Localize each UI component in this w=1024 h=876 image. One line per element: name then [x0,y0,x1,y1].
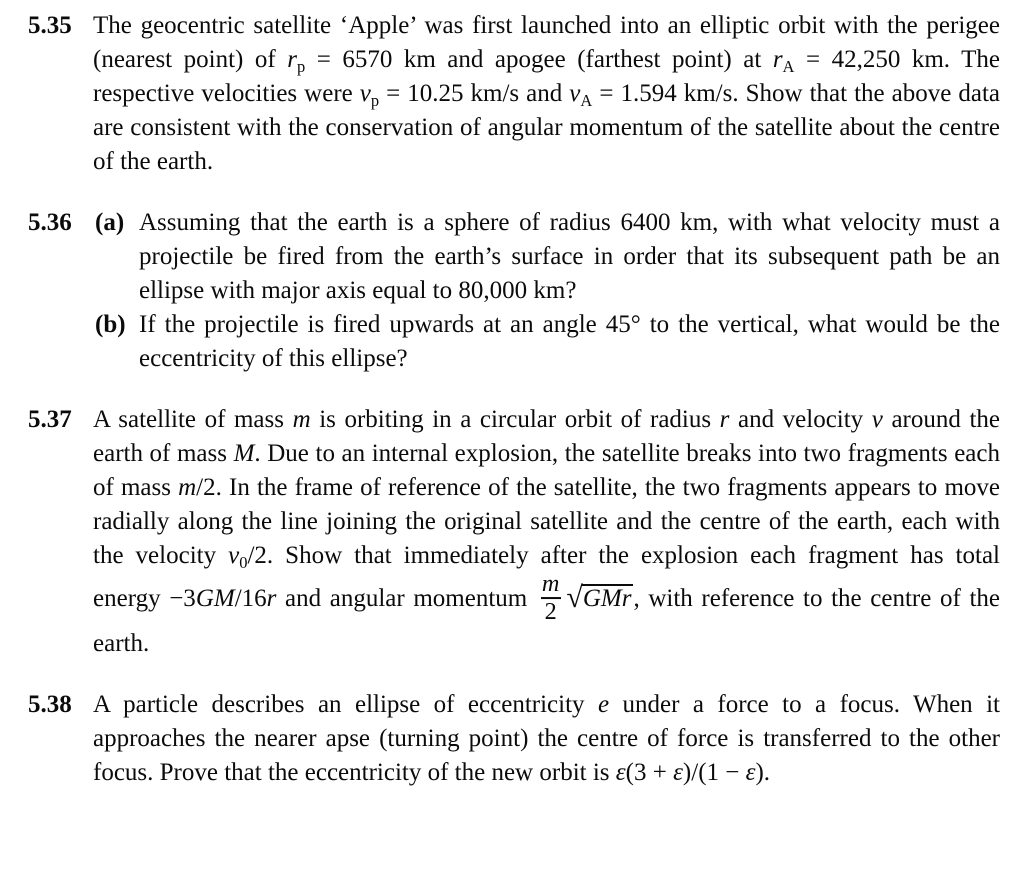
text-run: m [541,570,560,598]
text-run: ). [755,759,771,787]
text-run: 2 [544,598,557,626]
text-run: The geocentric satellite ‘Apple’ was first launched into an elliptic orbit with the perigee (nearest point) of [93,12,1000,73]
text-run: /2. Show that immediately after the explosion each fragment has total energy −3 [93,542,1000,612]
problem-number: 5.37 [28,406,72,433]
fraction [538,571,564,625]
text-run: ε [615,759,626,787]
text-run: = 42,250 km. The respective velocities were [93,46,1000,107]
text-run: and angular momentum [276,584,536,612]
text-run: and velocity [729,406,872,433]
text-run: , with reference to the centre of the earth. [93,584,1000,658]
text-run: = 6570 km and apogee (farthest point) at [305,46,773,73]
text-run: m [178,474,197,501]
text-run: r [287,46,297,73]
text-run: = 10.25 km/s and [379,80,570,107]
text-run: A [580,90,593,110]
text-run: ε [673,759,683,787]
text-run: r [772,46,783,73]
problem-text [93,688,1000,790]
text-run: under a force to a focus. When it approaches the nearer apse (turning point) the centre of force is transferred to the other focus. Prove that the eccentricity of the new orbit is [93,691,1000,787]
problem-number: 5.38 [28,691,72,719]
text-run: v [228,542,240,569]
text-run: v [871,406,883,433]
problem-body [93,9,1000,179]
text-run: /16 [234,584,267,612]
part-label: (a) [95,209,125,236]
problem-body [93,403,1000,661]
text-run: A satellite of mass [93,406,293,433]
text-run: around the earth of mass [93,406,1000,467]
text-run: A particle describes an ellipse of eccentricity [93,691,598,719]
text-run: e [597,691,610,719]
problem-number: 5.35 [28,12,72,39]
text-run: is orbiting in a circular orbit of radius [310,406,720,433]
text-run: M [233,440,255,467]
text-run: . Due to an internal explosion, the satellite breaks into two fragments each of mass [93,440,1000,501]
problem-text [93,403,1000,661]
text-run: GM [195,584,235,612]
problem-list [28,9,1000,790]
part-label: (b) [95,311,126,338]
fraction-denominator [541,597,561,625]
text-run: /2. In the frame of reference of the satellite, the two fragments appears to move radially along the line joining the original satellite and the centre of the earth, each with the velocity [93,474,1000,569]
text-run: p [296,56,306,76]
text-run: m [292,406,311,433]
square-root [566,581,633,615]
text-run: ε [745,759,756,787]
text-run: Assuming that the earth is a sphere of radius 6400 km, with what velocity must a projectile be fired from the earth’s surface in order that its subsequent path be an ellipse with major axis equal to 80,000 km? [139,209,1000,304]
problem-body [93,688,1000,790]
text-run: A [782,56,795,76]
part-b [93,308,1000,376]
text-run: p [370,90,380,110]
text-run: v [569,80,581,107]
text-run: r [719,406,730,433]
problem-5.35 [28,9,1000,179]
problem-number: 5.36 [28,209,72,236]
problem-text [93,9,1000,179]
part-a [93,206,1000,308]
text-run: r [266,584,277,612]
problem-5.36 [28,206,1000,376]
fraction-numerator [538,571,564,597]
text-run: )/(1 − [682,759,746,787]
text-run: (3 + [625,759,674,787]
radicand [582,584,634,613]
problem-5.38 [28,688,1000,790]
text-run: v [359,80,371,107]
text-run: If the projectile is fired upwards at an angle 45° to the vertical, what would be the eccentricity of this ellipse? [139,311,1000,372]
text-run: = 1.594 km/s. Show that the above data are consistent with the conservation of angular momentum of the satellite about the centre of the earth. [93,80,1000,175]
text-run: 0 [239,552,248,572]
problem-body [93,206,1000,376]
part-text [139,308,1000,376]
radical-sign: √ [566,581,582,615]
part-text [139,206,1000,308]
text-run: GMr [582,584,632,612]
problem-5.37 [28,403,1000,661]
